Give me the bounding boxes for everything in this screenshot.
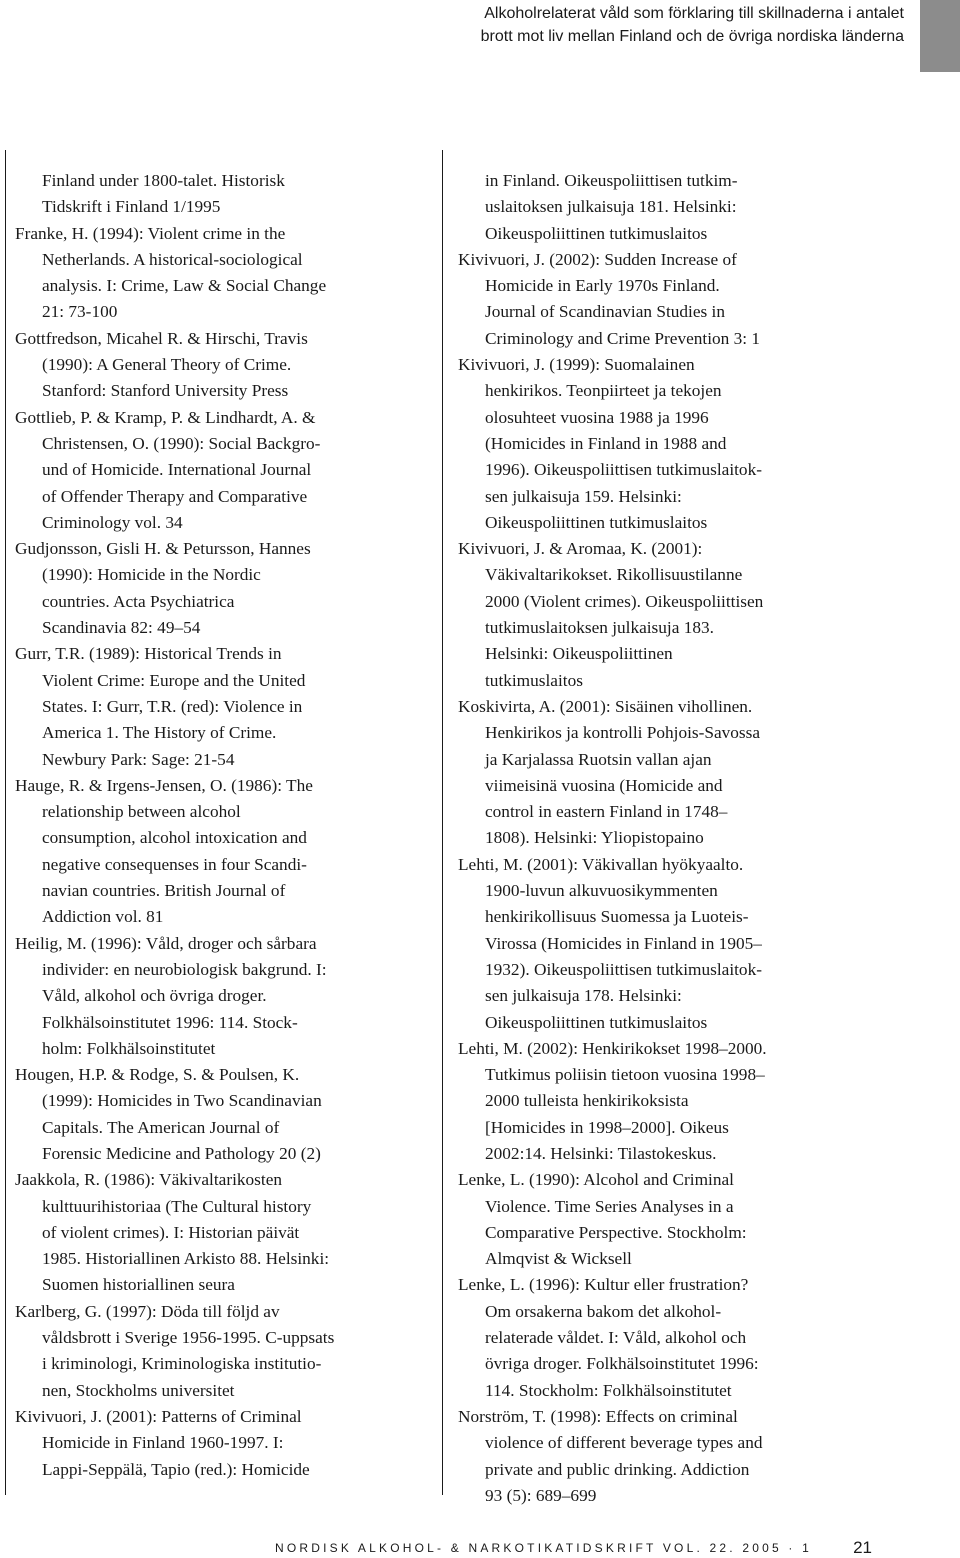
middle-column-rule xyxy=(442,150,443,1495)
reference-entry-start: Koskivirta, A. (2001): Sisäinen vihollinen. xyxy=(458,696,753,716)
reference-entry-start: Norström, T. (1998): Effects on criminal xyxy=(458,1406,738,1426)
reference-line: (1990): Homicide in the Nordic xyxy=(42,565,261,585)
reference-line: States. I: Gurr, T.R. (red): Violence in xyxy=(42,696,303,716)
reference-line: Netherlands. A historical-sociological xyxy=(42,249,303,269)
reference-line: Lappi-Seppälä, Tapio (red.): Homicide xyxy=(42,1459,310,1479)
reference-line: in Finland. Oikeuspoliittisen tutkim- xyxy=(485,171,738,190)
reference-line: control in eastern Finland in 1748– xyxy=(485,802,728,822)
reference-line: Folkhälsoinstitutet 1996: 114. Stock- xyxy=(42,1012,298,1032)
reference-line: övriga droger. Folkhälsoinstitutet 1996: xyxy=(485,1354,759,1374)
reference-entry-start: Kivivuori, J. (2001): Patterns of Criminal xyxy=(15,1406,302,1426)
reference-line: Oikeuspoliittinen tutkimuslaitos xyxy=(485,512,708,532)
reference-line: Våld, alkohol och övriga droger. xyxy=(42,986,267,1006)
running-head xyxy=(204,2,904,48)
reference-line: relaterade våldet. I: Våld, alkohol och xyxy=(485,1328,747,1348)
reference-list-right-column xyxy=(458,168,858,1509)
reference-entry-start: Kivivuori, J. & Aromaa, K. (2001): xyxy=(458,539,703,559)
reference-line: Oikeuspoliittinen tutkimuslaitos xyxy=(485,223,708,243)
reference-line: navian countries. British Journal of xyxy=(42,881,286,901)
footer-journal-title: NORDISK ALKOHOL- & NARKOTIKATIDSKRIFT VOL. 22. 2005 · 1 xyxy=(274,1541,812,1555)
reference-line: America 1. The History of Crime. xyxy=(42,723,277,743)
left-column-rule xyxy=(5,150,6,1495)
reference-entry-start: Lenke, L. (1990): Alcohol and Criminal xyxy=(458,1170,734,1190)
reference-line: Virossa (Homicides in Finland in 1905– xyxy=(485,933,762,953)
reference-line: of violent crimes). I: Historian päivät xyxy=(42,1222,300,1242)
reference-line: Tidskrift i Finland 1/1995 xyxy=(42,197,221,217)
reference-line: Addiction vol. 81 xyxy=(42,907,164,927)
reference-line: sen julkaisuja 159. Helsinki: xyxy=(485,486,682,506)
reference-line: Almqvist & Wicksell xyxy=(485,1249,632,1269)
reference-line: Homicide in Early 1970s Finland. xyxy=(485,276,720,296)
reference-line: 2000 tulleista henkirikoksista xyxy=(485,1091,689,1111)
reference-line: Criminology vol. 34 xyxy=(42,512,183,532)
reference-line: 93 (5): 689–699 xyxy=(485,1485,597,1505)
reference-entry-start: Gudjonsson, Gisli H. & Petursson, Hannes xyxy=(15,539,311,559)
reference-line: Comparative Perspective. Stockholm: xyxy=(485,1222,747,1242)
reference-line: 114. Stockholm: Folkhälsoinstitutet xyxy=(485,1380,732,1400)
reference-line: violence of different beverage types and xyxy=(485,1433,763,1453)
reference-line: Homicide in Finland 1960-1997. I: xyxy=(42,1433,284,1453)
reference-entry-start: Kivivuori, J. (2002): Sudden Increase of xyxy=(458,249,737,269)
reference-line: (1999): Homicides in Two Scandinavian xyxy=(42,1091,322,1111)
reference-line: henkirikollisuus Suomessa ja Luoteis- xyxy=(485,907,749,927)
reference-line: 1932). Oikeuspoliittisen tutkimuslaitok- xyxy=(485,959,762,979)
reference-line: 1900-luvun alkuvuosikymmenten xyxy=(485,881,718,901)
reference-line: tutkimuslaitos xyxy=(485,670,583,690)
reference-entry-start: Franke, H. (1994): Violent crime in the xyxy=(15,223,286,243)
reference-line: 2000 (Violent crimes). Oikeuspoliittisen xyxy=(485,591,764,611)
reference-line: Suomen historiallinen seura xyxy=(42,1275,235,1295)
reference-entry-start: Gurr, T.R. (1989): Historical Trends in xyxy=(15,644,282,664)
reference-line: relationship between alcohol xyxy=(42,802,241,822)
reference-line: countries. Acta Psychiatrica xyxy=(42,591,235,611)
running-head-line-1: Alkoholrelaterat våld som förklaring till skillnaderna i antalet xyxy=(484,5,904,22)
reference-line: Tutkimus poliisin tietoon vuosina 1998– xyxy=(485,1065,765,1085)
page-footer xyxy=(0,1538,960,1558)
reference-line: consumption, alcohol intoxication and xyxy=(42,828,307,848)
reference-line: holm: Folkhälsoinstitutet xyxy=(42,1038,216,1058)
reference-entry-start: Gottfredson, Micahel R. & Hirschi, Travis xyxy=(15,328,308,348)
reference-entry-start: Lehti, M. (2001): Väkivallan hyökyaalto. xyxy=(458,854,744,874)
reference-line: Forensic Medicine and Pathology 20 (2) xyxy=(42,1143,321,1163)
reference-entry-start: Lehti, M. (2002): Henkirikokset 1998–2000. xyxy=(458,1038,767,1058)
reference-line: Stanford: Stanford University Press xyxy=(42,381,289,401)
reference-line: 1996). Oikeuspoliittisen tutkimuslaitok- xyxy=(485,460,762,480)
reference-entry-start: Hougen, H.P. & Rodge, S. & Poulsen, K. xyxy=(15,1065,300,1085)
reference-entry-start: Hauge, R. & Irgens-Jensen, O. (1986): The xyxy=(15,775,313,795)
reference-line: Väkivaltarikokset. Rikollisuustilanne xyxy=(485,565,743,585)
reference-line: Christensen, O. (1990): Social Backgro- xyxy=(42,433,321,453)
reference-line: olosuhteet vuosina 1988 ja 1996 xyxy=(485,407,709,427)
reference-line: individer: en neurobiologisk bakgrund. I: xyxy=(42,959,327,979)
reference-line: viimeisinä vuosina (Homicide and xyxy=(485,775,723,795)
reference-line: 2002:14. Helsinki: Tilastokeskus. xyxy=(485,1143,717,1163)
reference-entry-start: Kivivuori, J. (1999): Suomalainen xyxy=(458,355,695,375)
reference-line: henkirikos. Teonpiirteet ja tekojen xyxy=(485,381,722,401)
reference-line: Oikeuspoliittinen tutkimuslaitos xyxy=(485,1012,708,1032)
reference-line: (Homicides in Finland in 1988 and xyxy=(485,433,727,453)
reference-line: Violence. Time Series Analyses in a xyxy=(485,1196,734,1216)
reference-entry-start: Karlberg, G. (1997): Döda till följd av xyxy=(15,1301,280,1321)
reference-line: Journal of Scandinavian Studies in xyxy=(485,302,725,322)
reference-line: Helsinki: Oikeuspoliittinen xyxy=(485,644,673,664)
reference-line: und of Homicide. International Journal xyxy=(42,460,312,480)
reference-line: ja Karjalassa Ruotsin vallan ajan xyxy=(485,749,712,769)
reference-entry-start: Jaakkola, R. (1986): Väkivaltarikosten xyxy=(15,1170,282,1190)
reference-line: (1990): A General Theory of Crime. xyxy=(42,355,292,375)
reference-line: uslaitoksen julkaisuja 181. Helsinki: xyxy=(485,197,737,217)
reference-line: of Offender Therapy and Comparative xyxy=(42,486,308,506)
reference-line: Om orsakerna bakom det alkohol- xyxy=(485,1301,722,1321)
reference-line: [Homicides in 1998–2000]. Oikeus xyxy=(485,1117,729,1137)
reference-line: Henkirikos ja kontrolli Pohjois-Savossa xyxy=(485,723,761,743)
running-head-line-2: brott mot liv mellan Finland och de övriga nordiska länderna xyxy=(480,28,904,45)
reference-entry-start: Heilig, M. (1996): Våld, droger och sårbara xyxy=(15,933,317,953)
reference-line: Newbury Park: Sage: 21-54 xyxy=(42,749,235,769)
reference-line: Finland under 1800-talet. Historisk xyxy=(42,171,285,190)
reference-line: kulttuurihistoriaa (The Cultural history xyxy=(42,1196,312,1216)
reference-line: nen, Stockholms universitet xyxy=(42,1380,235,1400)
reference-line: Capitals. The American Journal of xyxy=(42,1117,280,1137)
reference-line: private and public drinking. Addiction xyxy=(485,1459,750,1479)
reference-line: analysis. I: Crime, Law & Social Change xyxy=(42,276,327,296)
reference-line: 1985. Historiallinen Arkisto 88. Helsinki: xyxy=(42,1249,330,1269)
reference-line: tutkimuslaitoksen julkaisuja 183. xyxy=(485,618,714,638)
reference-line: 21: 73-100 xyxy=(42,302,118,322)
reference-line: 1808). Helsinki: Yliopistopaino xyxy=(485,828,704,848)
reference-list-left-column xyxy=(15,168,411,1483)
reference-line: sen julkaisuja 178. Helsinki: xyxy=(485,986,682,1006)
reference-line: Scandinavia 82: 49–54 xyxy=(42,618,201,638)
reference-line: negative consequenses in four Scandi- xyxy=(42,854,307,874)
reference-line: Criminology and Crime Prevention 3: 1 xyxy=(485,328,761,348)
reference-line: våldsbrott i Sverige 1956-1995. C-uppsats xyxy=(42,1328,335,1348)
reference-entry-start: Lenke, L. (1996): Kultur eller frustration? xyxy=(458,1275,749,1295)
reference-entry-start: Gottlieb, P. & Kramp, P. & Lindhardt, A. & xyxy=(15,407,316,427)
reference-line: Violent Crime: Europe and the United xyxy=(42,670,306,690)
reference-line: i kriminologi, Kriminologiska institutio- xyxy=(42,1354,322,1374)
corner-tab-marker xyxy=(920,0,960,72)
page-number: 21 xyxy=(853,1538,872,1557)
